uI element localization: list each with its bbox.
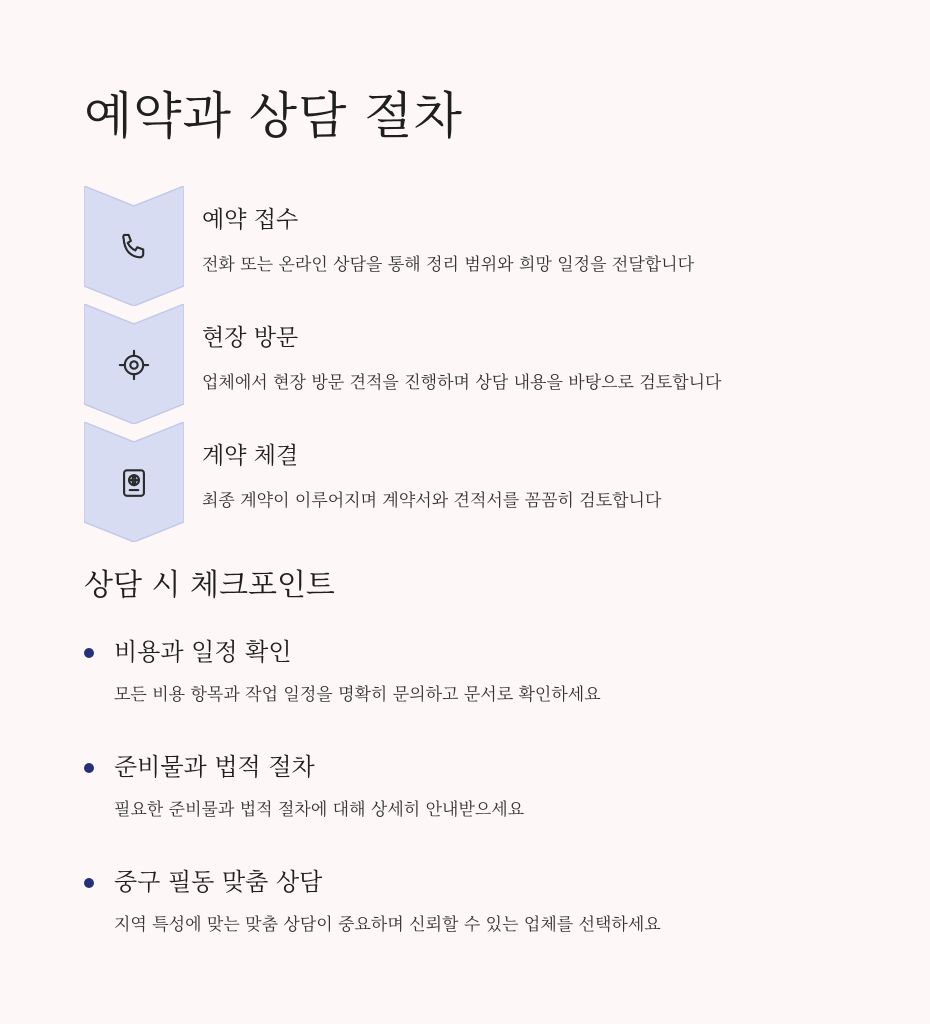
phone-icon [117,230,151,264]
step-description: 업체에서 현장 방문 견적을 진행하며 상담 내용을 바탕으로 검토합니다 [202,373,722,393]
checkpoint-description: 필요한 준비물과 법적 절차에 대해 상세히 안내받으세요 [114,800,525,820]
bullet-icon [84,763,94,773]
step-contract [84,422,884,542]
passport-icon [117,466,151,500]
step-title: 계약 체결 [202,443,299,469]
step-title: 현장 방문 [202,325,299,351]
checkpoint-description: 지역 특성에 맞는 맞춤 상담이 중요하며 신뢰할 수 있는 업체를 선택하세요 [114,915,661,935]
step-reservation [84,186,884,306]
target-icon [117,348,151,382]
checkpoint-item [84,862,884,952]
checkpoint-title: 비용과 일정 확인 [114,638,292,666]
step-description: 최종 계약이 이루어지며 계약서와 견적서를 꼼꼼히 검토합니다 [202,491,662,511]
bullet-icon [84,878,94,888]
step-title: 예약 접수 [202,207,299,233]
checkpoint-title: 중구 필동 맞춤 상담 [114,868,323,896]
step-description: 전화 또는 온라인 상담을 통해 정리 범위와 희망 일정을 전달합니다 [202,255,695,275]
step-site-visit [84,304,884,424]
checkpoint-description: 모든 비용 항목과 작업 일정을 명확히 문의하고 문서로 확인하세요 [114,685,601,705]
checkpoints-heading: 상담 시 체크포인트 [84,568,335,603]
page-title: 예약과 상담 절차 [84,87,463,145]
bullet-icon [84,648,94,658]
checkpoint-item [84,747,884,837]
checkpoint-item [84,632,884,722]
checkpoint-title: 준비물과 법적 절차 [114,753,315,781]
